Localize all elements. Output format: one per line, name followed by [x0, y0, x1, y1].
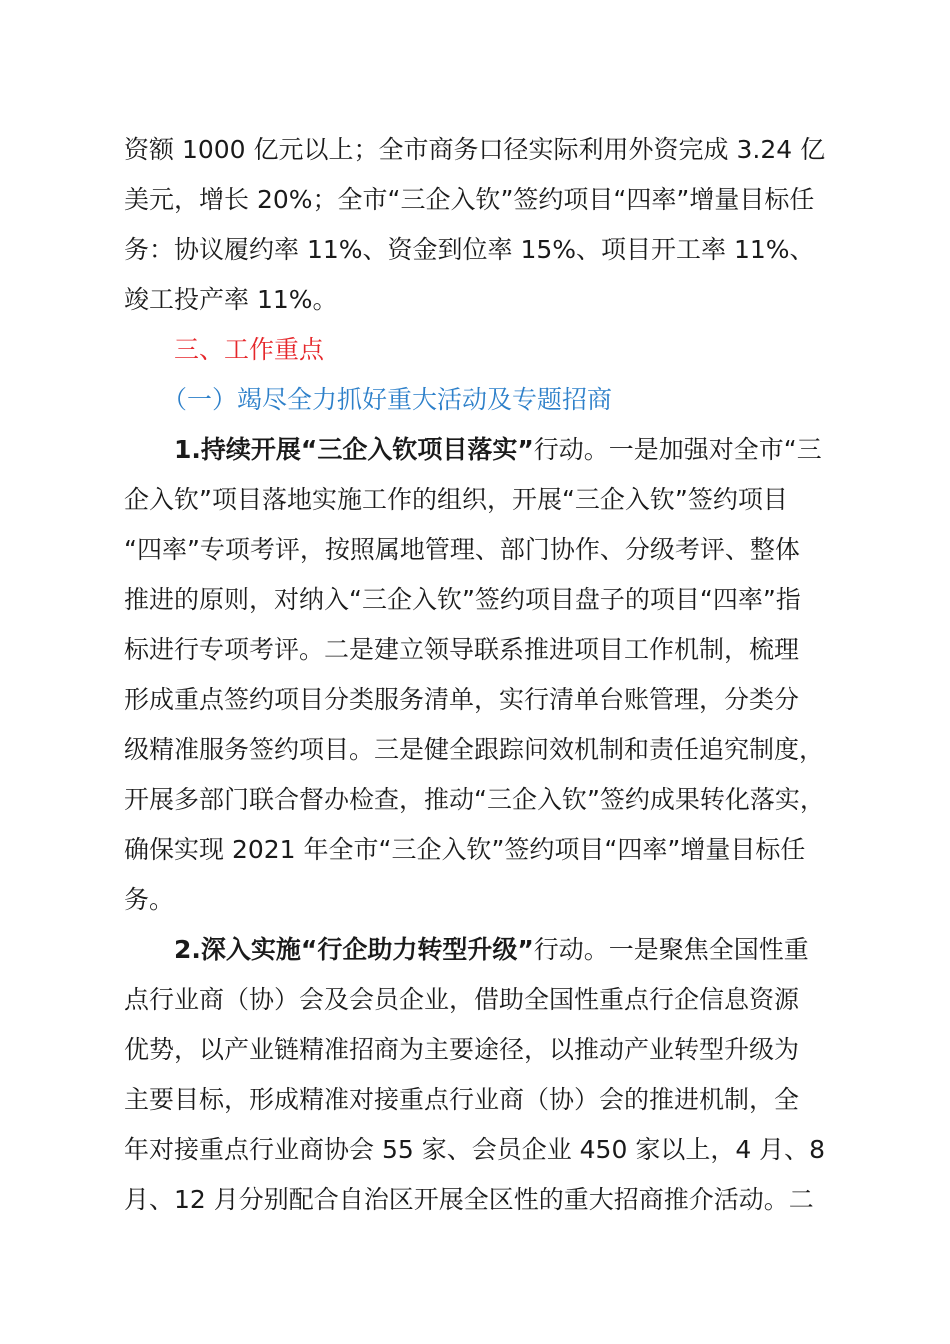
body-line: “四率”专项考评，按照属地管理、部门协作、分级考评、整体: [124, 535, 800, 564]
body-line: 确保实现 2021 年全市“三企入钦”签约项目“四率”增量目标任: [124, 835, 806, 864]
body-line: 开展多部门联合督办检查，推动“三企入钦”签约成果转化落实，: [124, 785, 825, 814]
body-line: 级精准服务签约项目。三是健全跟踪问效机制和责任追究制度，: [124, 735, 825, 764]
body-line: 资额 1000 亿元以上；全市商务口径实际利用外资完成 3.24 亿: [124, 135, 826, 164]
body-line: 优势，以产业链精准招商为主要途径，以推动产业转型升级为: [124, 1035, 800, 1064]
body-line: 推进的原则，对纳入“三企入钦”签约项目盘子的项目“四率”指: [124, 585, 801, 614]
body-line: 年对接重点行业商协会 55 家、会员企业 450 家以上，4 月、8: [124, 1135, 826, 1164]
item-title: 2.深入实施“行企助力转型升级”: [174, 935, 534, 964]
body-line: 务：协议履约率 11%、资金到位率 15%、项目开工率 11%、: [124, 235, 815, 264]
body-line: 主要目标，形成精准对接重点行业商（协）会的推进机制，全: [124, 1085, 800, 1114]
body-line: 形成重点签约项目分类服务清单，实行清单台账管理，分类分: [124, 685, 800, 714]
section-heading: 三、工作重点: [174, 335, 325, 364]
body-line: 企入钦”项目落地实施工作的组织，开展“三企入钦”签约项目: [124, 485, 788, 514]
body-line: 标进行专项考评。二是建立领导联系推进项目工作机制，梳理: [124, 635, 800, 664]
body-line: 务。: [124, 885, 175, 914]
body-line: 月、12 月分别配合自治区开展全区性的重大招商推介活动。二: [124, 1185, 814, 1214]
body-line: 竣工投产率 11%。: [124, 285, 338, 314]
item-title: 1.持续开展“三企入钦项目落实”: [174, 435, 534, 464]
paragraph-2-first-line: 2.深入实施“行企助力转型升级”行动。一是聚焦全国性重: [174, 935, 809, 964]
paragraph-1-first-line: 1.持续开展“三企入钦项目落实”行动。一是加强对全市“三: [174, 435, 822, 464]
subsection-heading: （一）竭尽全力抓好重大活动及专题招商: [162, 385, 613, 414]
body-line: 美元，增长 20%；全市“三企入钦”签约项目“四率”增量目标任: [124, 185, 815, 214]
body-line: 点行业商（协）会及会员企业，借助全国性重点行企信息资源: [124, 985, 800, 1014]
